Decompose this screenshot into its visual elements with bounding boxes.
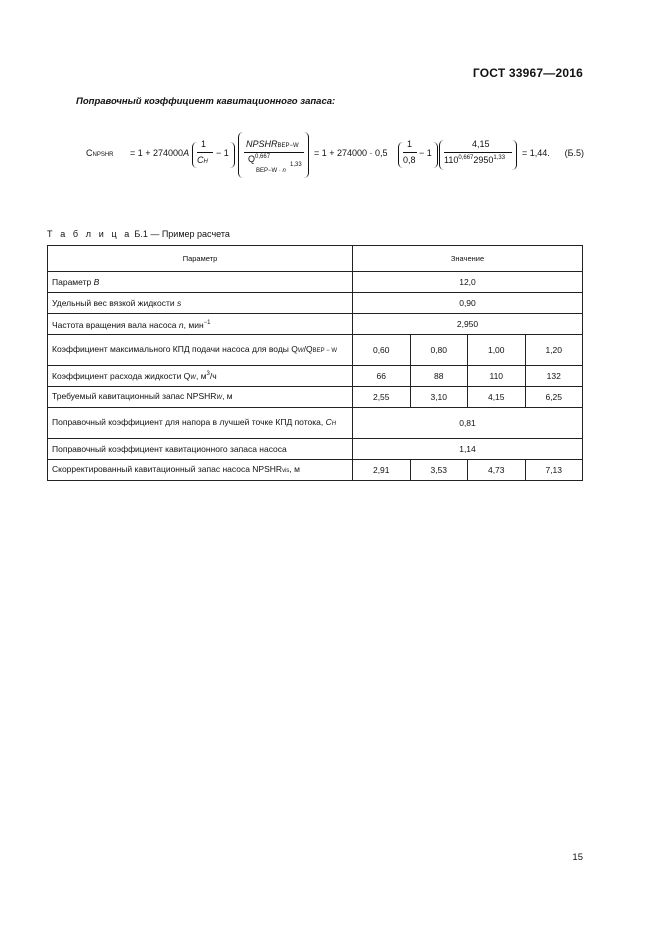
formula-eq-part1: = 1 + 274000A xyxy=(130,148,190,158)
paren-right-1 xyxy=(230,142,235,168)
frac2-denominator: Q$^{0,667}$ xyxy=(248,154,271,164)
row-label: Удельный вес вязкой жидкости s xyxy=(48,293,353,314)
row-label: Требуемый кавитационный запас NPSHRW, м xyxy=(48,387,353,408)
row-label: Коэффициент расхода жидкости QW, $м^3/ч$ xyxy=(48,366,353,387)
frac3-minus: − 1 xyxy=(419,148,432,158)
row-value: 0,80 xyxy=(410,335,468,366)
formula-result: = 1,44. xyxy=(522,148,550,158)
frac4-numerator: 4,15 xyxy=(472,139,490,149)
row-label: Частота вращения вала насоса n, мин$^{-1}$ xyxy=(48,314,353,335)
row-label: Параметр B xyxy=(48,272,353,293)
page-number: 15 xyxy=(572,852,583,863)
frac1-line xyxy=(197,152,213,153)
paren-right-4 xyxy=(512,140,517,170)
table-row xyxy=(48,293,583,314)
table-row xyxy=(48,366,583,387)
table-row xyxy=(48,314,583,335)
frac3-denominator: 0,8 xyxy=(403,155,416,165)
row-value: 0,81 xyxy=(353,408,583,439)
table-row xyxy=(48,460,583,481)
row-value: 110 xyxy=(468,366,526,387)
row-value: 1,20 xyxy=(525,335,583,366)
frac1-minus: − 1 xyxy=(216,148,229,158)
table-row xyxy=(48,439,583,460)
row-label: Поправочный коэффициент для напора в лучшей точке КПД потока, CH xyxy=(48,408,353,439)
frac1-numerator: 1 xyxy=(201,139,207,149)
paren-left-2 xyxy=(238,132,243,178)
row-value: 66 xyxy=(353,366,411,387)
frac3-numerator: 1 xyxy=(407,139,413,149)
section-heading: Поправочный коэффициент кавитационного запаса: xyxy=(76,96,336,107)
table-row xyxy=(48,387,583,408)
calculation-table xyxy=(47,245,583,481)
row-label: Скорректированный кавитационный запас насоса NPSHRvis, м xyxy=(48,460,353,481)
table-row xyxy=(48,272,583,293)
formula-b5 xyxy=(84,128,584,180)
row-value: 2,950 xyxy=(353,314,583,335)
formula-eq-part2: = 1 + 274000 · 0,5 xyxy=(314,148,388,158)
frac1-denominator: CH xyxy=(197,155,208,165)
row-value: 4,15 xyxy=(468,387,526,408)
table-header-row xyxy=(48,246,583,272)
row-value: 3,10 xyxy=(410,387,468,408)
row-label: Поправочный коэффициент кавитационного запаса насоса xyxy=(48,439,353,460)
row-label: Коэффициент максимального КПД подачи насоса для воды QW/QBEP − W xyxy=(48,335,353,366)
frac2-line xyxy=(244,152,304,153)
frac4-line xyxy=(444,152,512,153)
row-value: 2,91 xyxy=(353,460,411,481)
row-value: 88 xyxy=(410,366,468,387)
table-row xyxy=(48,408,583,439)
frac2-exp: 1,33 xyxy=(290,162,302,168)
row-value: 4,73 xyxy=(468,460,526,481)
row-value: 1,00 xyxy=(468,335,526,366)
frac2-denominator-sub: BEP−W · n xyxy=(256,168,286,174)
row-value: 7,13 xyxy=(525,460,583,481)
header-param: Параметр xyxy=(48,246,353,272)
frac3-line xyxy=(403,152,417,153)
table-row xyxy=(48,335,583,366)
row-value: 0,90 xyxy=(353,293,583,314)
header-value: Значение xyxy=(353,246,583,272)
paren-right-3 xyxy=(433,142,438,168)
paren-right-2 xyxy=(304,132,309,178)
formula-number: (Б.5) xyxy=(564,148,584,158)
row-value: 2,55 xyxy=(353,387,411,408)
row-value: 6,25 xyxy=(525,387,583,408)
table-caption: Т а б л и ц а Б.1 — Пример расчета xyxy=(47,229,230,239)
row-value: 132 xyxy=(525,366,583,387)
standard-number: ГОСТ 33967—2016 xyxy=(472,66,583,80)
frac2-numerator: NPSHRBEP−W xyxy=(246,139,299,149)
row-value: 1,14 xyxy=(353,439,583,460)
formula-lhs: CNPSHR xyxy=(86,148,114,158)
row-value: 0,60 xyxy=(353,335,411,366)
frac4-denominator: 110$^{0,667}$2950$^{1,33}$ xyxy=(444,155,506,165)
row-value: 3,53 xyxy=(410,460,468,481)
row-value: 12,0 xyxy=(353,272,583,293)
